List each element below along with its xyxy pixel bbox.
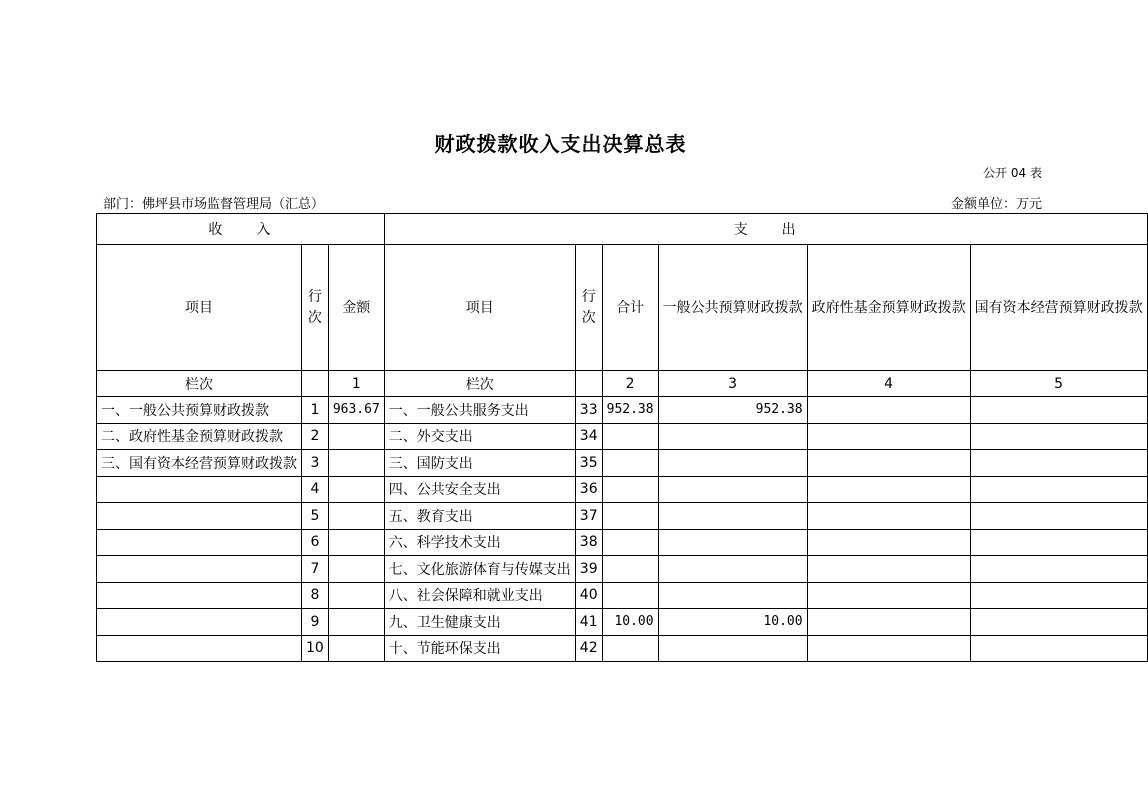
income-item-cell [97,582,302,609]
general-budget-cell [658,450,807,477]
general-budget-cell [658,635,807,662]
expense-row-no-header-text: 行次 [581,288,596,326]
total-cell [602,556,658,583]
general-column-number: 3 [658,371,807,397]
income-amount-cell [328,476,384,503]
general-budget-cell [658,503,807,530]
expense-item-header: 项目 [384,245,575,371]
income-item-cell [97,503,302,530]
state-capital-cell [970,397,1147,424]
income-row-no-cell: 1 [302,397,329,424]
gov-fund-column-number: 4 [807,371,970,397]
expense-item-cell: 二、外交支出 [384,423,575,450]
state-capital-cell [970,503,1147,530]
state-capital-cell [970,609,1147,636]
gov-fund-cell [807,476,970,503]
income-row-no-cell: 9 [302,609,329,636]
table-row [97,635,1148,662]
income-row-no-cell: 3 [302,450,329,477]
column-header-row [97,245,1148,371]
income-amount-cell [328,582,384,609]
table-row [97,476,1148,503]
report-table [96,213,1148,662]
form-number: 公开 04 表 [983,166,1042,180]
general-budget-cell [658,582,807,609]
gov-fund-cell [807,450,970,477]
income-item-header: 项目 [97,245,302,371]
income-row-no-cell: 10 [302,635,329,662]
gov-fund-cell [807,423,970,450]
table-row [97,609,1148,636]
total-cell: 952.38 [602,397,658,424]
table-row [97,582,1148,609]
total-cell [602,635,658,662]
expense-row-no-cell: 34 [575,423,602,450]
income-item-cell [97,635,302,662]
total-cell [602,476,658,503]
total-cell [602,423,658,450]
table-row [97,529,1148,556]
total-column-number: 2 [602,371,658,397]
income-amount-cell [328,529,384,556]
department-label: 部门：佛坪县市场监督管理局（汇总） [103,197,325,212]
expense-row-no-column-number [575,371,602,397]
expense-item-cell: 三、国防支出 [384,450,575,477]
income-item-cell [97,556,302,583]
expense-item-cell: 四、公共安全支出 [384,476,575,503]
total-cell [602,582,658,609]
expense-row-no-cell: 33 [575,397,602,424]
general-budget-cell: 952.38 [658,397,807,424]
income-row-no-column-number [302,371,329,397]
state-capital-cell [970,529,1147,556]
gov-fund-cell [807,503,970,530]
general-budget-cell [658,423,807,450]
table-row [97,450,1148,477]
gov-fund-cell [807,609,970,636]
state-capital-cell [970,450,1147,477]
expense-item-cell: 七、文化旅游体育与传媒支出 [384,556,575,583]
table-row [97,397,1148,424]
table-row [97,503,1148,530]
expense-item-cell: 五、教育支出 [384,503,575,530]
total-cell [602,450,658,477]
total-cell [602,529,658,556]
total-header: 合计 [602,245,658,371]
column-number-row [97,371,1148,397]
income-amount-header: 金额 [328,245,384,371]
expense-row-no-cell: 38 [575,529,602,556]
income-row-no-header [302,245,329,371]
state-capital-cell [970,476,1147,503]
gov-fund-cell [807,397,970,424]
income-row-no-cell: 2 [302,423,329,450]
income-item-cell [97,609,302,636]
income-row-no-cell: 6 [302,529,329,556]
state-capital-cell [970,423,1147,450]
expense-item-cell: 六、科学技术支出 [384,529,575,556]
income-row-no-cell: 7 [302,556,329,583]
gov-fund-header: 政府性基金预算财政拨款 [807,245,970,371]
income-column-label: 栏次 [97,371,302,397]
page-title: 财政拨款收入支出决算总表 [434,132,687,156]
expense-row-no-cell: 39 [575,556,602,583]
expense-item-cell: 十、节能环保支出 [384,635,575,662]
state-capital-cell [970,635,1147,662]
general-budget-cell [658,529,807,556]
income-amount-cell [328,503,384,530]
income-item-cell [97,529,302,556]
income-amount-cell [328,635,384,662]
expense-item-cell: 一、一般公共服务支出 [384,397,575,424]
total-cell [602,503,658,530]
expense-row-no-cell: 36 [575,476,602,503]
income-row-no-cell: 8 [302,582,329,609]
income-amount-cell [328,556,384,583]
expense-row-no-cell: 35 [575,450,602,477]
income-amount-column-number: 1 [328,371,384,397]
general-budget-header: 一般公共预算财政拨款 [658,245,807,371]
expense-column-label: 栏次 [384,371,575,397]
gov-fund-cell [807,556,970,583]
income-item-cell: 二、政府性基金预算财政拨款 [97,423,302,450]
income-amount-cell [328,423,384,450]
income-item-cell: 三、国有资本经营预算财政拨款 [97,450,302,477]
income-row-no-header-text: 行次 [307,288,322,326]
expense-row-no-header [575,245,602,371]
expense-row-no-cell: 41 [575,609,602,636]
state-capital-cell [970,582,1147,609]
income-item-cell [97,476,302,503]
gov-fund-cell [807,529,970,556]
unit-label: 金额单位：万元 [950,197,1042,212]
income-row-no-cell: 4 [302,476,329,503]
table-row [97,423,1148,450]
state-capital-header: 国有资本经营预算财政拨款 [970,245,1147,371]
expense-row-no-cell: 42 [575,635,602,662]
expense-row-no-cell: 40 [575,582,602,609]
income-section-header: 收 入 [97,214,385,245]
general-budget-cell [658,476,807,503]
general-budget-cell [658,556,807,583]
state-capital-column-number: 5 [970,371,1147,397]
income-amount-cell [328,609,384,636]
expense-item-cell: 八、社会保障和就业支出 [384,582,575,609]
income-row-no-cell: 5 [302,503,329,530]
state-capital-cell [970,556,1147,583]
expense-item-cell: 九、卫生健康支出 [384,609,575,636]
income-amount-cell: 963.67 [328,397,384,424]
income-item-cell: 一、一般公共预算财政拨款 [97,397,302,424]
gov-fund-cell [807,582,970,609]
expense-row-no-cell: 37 [575,503,602,530]
section-header-row [97,214,1148,245]
general-budget-cell: 10.00 [658,609,807,636]
gov-fund-cell [807,635,970,662]
table-row [97,556,1148,583]
income-amount-cell [328,450,384,477]
total-cell: 10.00 [602,609,658,636]
expense-section-header: 支 出 [384,214,1147,245]
